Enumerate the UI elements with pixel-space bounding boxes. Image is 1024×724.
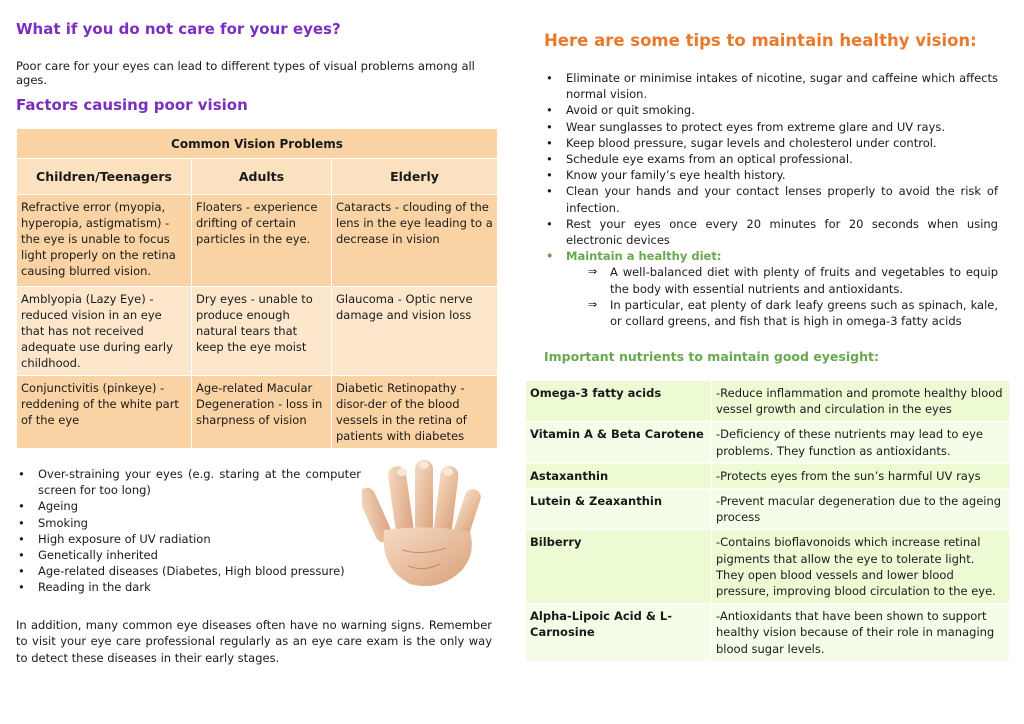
table-cell: Floaters - experience drifting of certain particles in the eye. bbox=[192, 195, 332, 287]
nutrient-name: Omega-3 fatty acids bbox=[526, 381, 712, 422]
nutrient-name: Astaxanthin bbox=[526, 463, 712, 488]
table-row bbox=[526, 463, 1010, 488]
factors-list bbox=[16, 466, 361, 596]
table-row bbox=[17, 376, 498, 449]
nutrients-heading: Important nutrients to maintain good eyesight: bbox=[544, 349, 879, 364]
list-item: • Know your family’s eye health history. bbox=[544, 167, 998, 183]
tips-list bbox=[544, 70, 998, 329]
sub-list-item: ⇒ In particular, eat plenty of dark leafy greens such as spinach, kale, or collard greens, and fish that is high in omega-3 fatty acids bbox=[588, 297, 998, 329]
table-cell: Amblyopia (Lazy Eye) - reduced vision in an eye that has not received adequate use during early childhood. bbox=[17, 287, 192, 376]
list-item: • Smoking bbox=[16, 515, 361, 531]
list-item: • Schedule eye exams from an optical professional. bbox=[544, 151, 998, 167]
nutrient-name: Lutein & Zeaxanthin bbox=[526, 489, 712, 530]
nutrient-description: -Reduce inflammation and promote healthy blood vessel growth and circulation in the eyes bbox=[712, 381, 1010, 422]
nutrient-description: -Protects eyes from the sun’s harmful UV rays bbox=[712, 463, 1010, 488]
list-item: • Reading in the dark bbox=[16, 579, 361, 595]
list-item: • Age-related diseases (Diabetes, High blood pressure) bbox=[16, 563, 361, 579]
table-row bbox=[17, 195, 498, 287]
list-item: • High exposure of UV radiation bbox=[16, 531, 361, 547]
list-item: • Genetically inherited bbox=[16, 547, 361, 563]
table-cell: Glaucoma - Optic nerve damage and vision loss bbox=[332, 287, 498, 376]
open-hand-image bbox=[362, 458, 490, 592]
nutrient-name: Vitamin A & Beta Carotene bbox=[526, 422, 712, 463]
list-item: • Wear sunglasses to protect eyes from extreme glare and UV rays. bbox=[544, 119, 998, 135]
diet-item bbox=[544, 248, 998, 329]
table-cell: Conjunctivitis (pinkeye) - reddening of the white part of the eye bbox=[17, 376, 192, 449]
table-title: Common Vision Problems bbox=[17, 129, 498, 159]
list-item: • Clean your hands and your contact lenses properly to avoid the risk of infection. bbox=[544, 183, 998, 215]
table-row bbox=[526, 489, 1010, 530]
table-cell: Diabetic Retinopathy - disor-der of the blood vessels in the retina of patients with diabetes bbox=[332, 376, 498, 449]
column-header-elderly: Elderly bbox=[332, 159, 498, 195]
column-header-children: Children/Teenagers bbox=[17, 159, 192, 195]
vision-problems-table bbox=[16, 128, 498, 449]
table-row bbox=[526, 381, 1010, 422]
nutrients-table bbox=[525, 380, 1010, 662]
nutrient-description: -Deficiency of these nutrients may lead to eye problems. They function as antioxidants. bbox=[712, 422, 1010, 463]
left-heading: What if you do not care for your eyes? bbox=[16, 20, 341, 38]
table-row bbox=[526, 422, 1010, 463]
nutrient-description: -Antioxidants that have been shown to support healthy vision because of their role in managing blood sugar levels. bbox=[712, 604, 1010, 662]
table-cell: Refractive error (myopia, hyperopia, astigmatism) - the eye is unable to focus light properly on the retina causing blurred vision. bbox=[17, 195, 192, 287]
intro-text: Poor care for your eyes can lead to different types of visual problems among all ages. bbox=[16, 59, 475, 87]
table-cell: Cataracts - clouding of the lens in the eye leading to a decrease in vision bbox=[332, 195, 498, 287]
table-row bbox=[17, 287, 498, 376]
sub-list-item: ⇒ A well-balanced diet with plenty of fruits and vegetables to equip the body with essential nutrients and antioxidants. bbox=[588, 264, 998, 296]
factors-heading: Factors causing poor vision bbox=[16, 96, 248, 114]
table-cell: Age-related Macular Degeneration - loss in sharpness of vision bbox=[192, 376, 332, 449]
nutrient-description: -Prevent macular degeneration due to the ageing process bbox=[712, 489, 1010, 530]
diet-sublist bbox=[588, 264, 998, 329]
outro-text: In addition, many common eye diseases often have no warning signs. Remember to visit your eye care professional regularly as an eye care exam is the only way to detect these diseases in their early stages. bbox=[16, 618, 492, 665]
table-row bbox=[526, 604, 1010, 662]
column-header-adults: Adults bbox=[192, 159, 332, 195]
list-item: • Ageing bbox=[16, 498, 361, 514]
nutrient-name: Alpha-Lipoic Acid & L-Carnosine bbox=[526, 604, 712, 662]
list-item: • Eliminate or minimise intakes of nicotine, sugar and caffeine which affects normal vision. bbox=[544, 70, 998, 102]
list-item: • Avoid or quit smoking. bbox=[544, 102, 998, 118]
list-item: • Rest your eyes once every 20 minutes for 20 seconds when using electronic devices bbox=[544, 216, 998, 248]
table-row bbox=[526, 530, 1010, 604]
table-cell: Dry eyes - unable to produce enough natural tears that keep the eye moist bbox=[192, 287, 332, 376]
nutrient-description: -Contains bioflavonoids which increase retinal pigments that allow the eye to tolerate light. They open blood vessels and lower blood pressure, improving blood circulation to the eye. bbox=[712, 530, 1010, 604]
diet-label: Maintain a healthy diet: bbox=[566, 249, 722, 264]
nutrient-name: Bilberry bbox=[526, 530, 712, 604]
list-item: • Keep blood pressure, sugar levels and cholesterol under control. bbox=[544, 135, 998, 151]
list-item: • Over-straining your eyes (e.g. staring at the computer screen for too long) bbox=[16, 466, 361, 498]
tips-heading: Here are some tips to maintain healthy vision: bbox=[544, 31, 977, 50]
